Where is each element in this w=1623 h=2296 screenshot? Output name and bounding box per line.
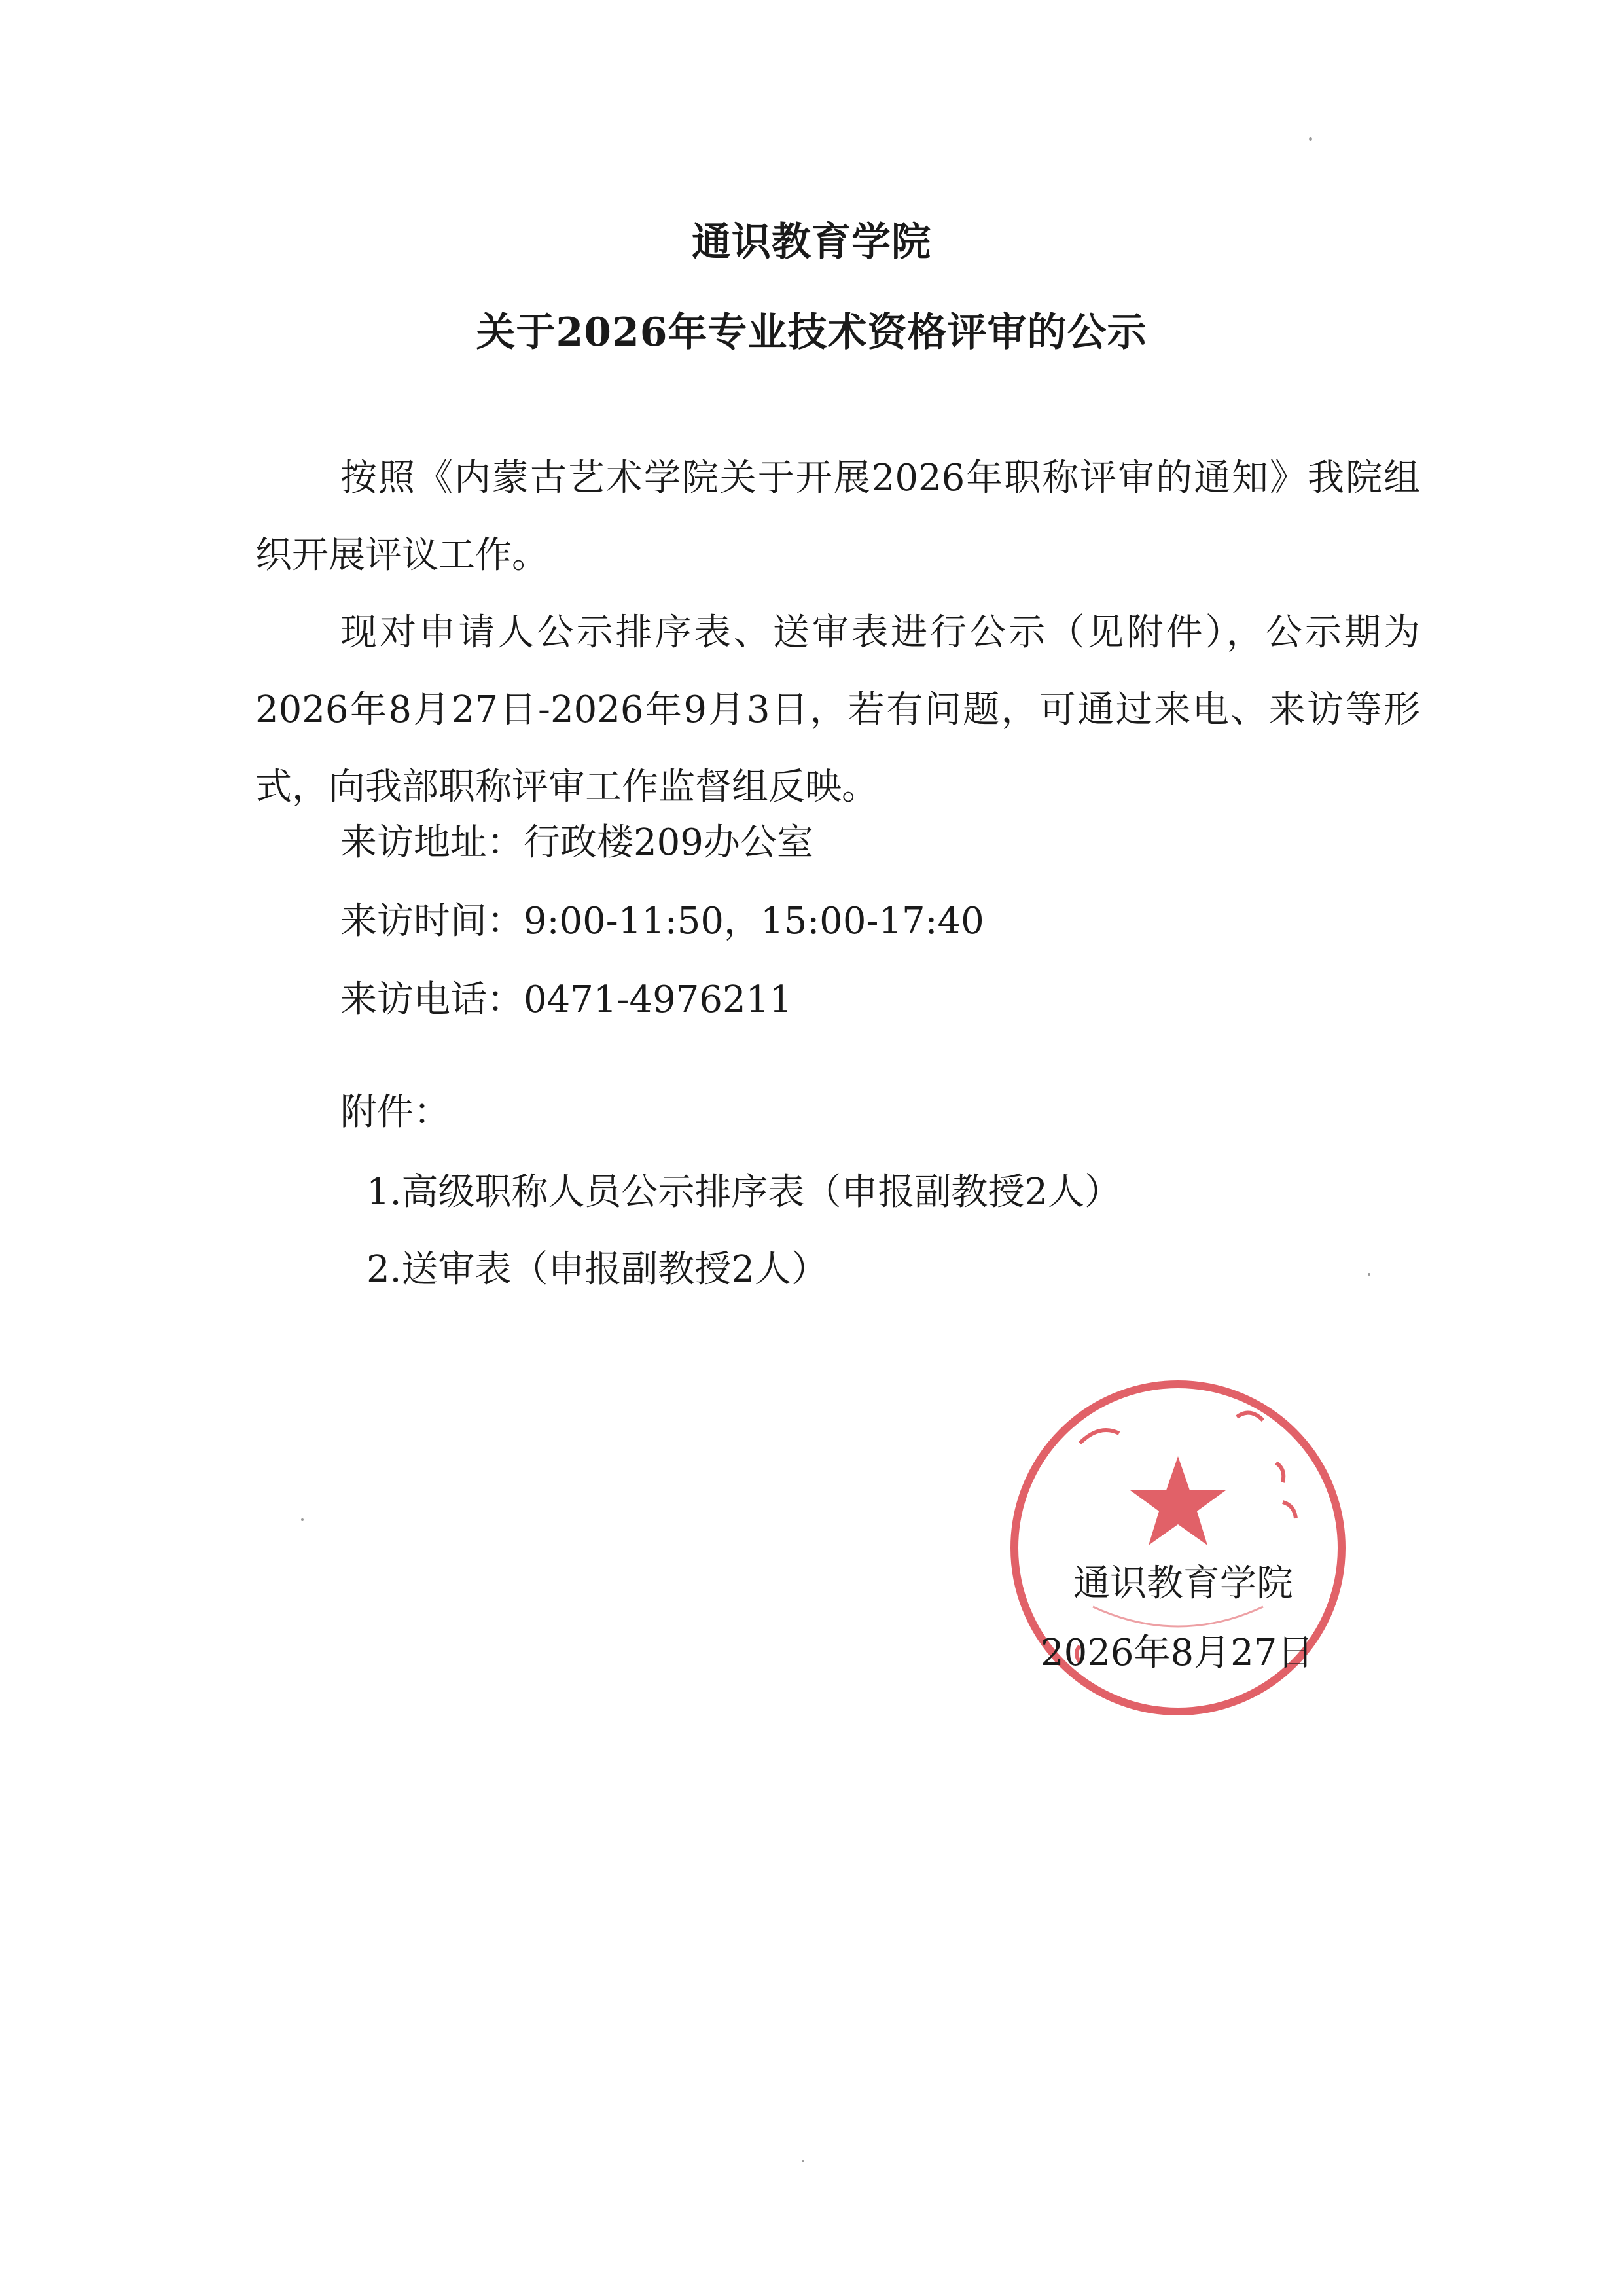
scan-speck: [1309, 137, 1312, 141]
document-institution: 通识教育学院: [692, 219, 931, 265]
body-paragraph-1: 按照《内蒙古艺术学院关于开展2026年职称评审的通知》我院组织开展评议工作。: [255, 457, 1420, 577]
attachments-heading: 附件：: [340, 1091, 450, 1134]
body-paragraph-2: 现对申请人公示排序表、送审表进行公示（见附件），公示期为2026年8月27日-2026年9月3日，若有问题，可通过来电、来访等形式，向我部职称评审工作监督组反映。: [255, 611, 1420, 808]
scan-speck: [301, 1518, 304, 1521]
visit-time: 来访时间：9:00-11:50，15:00-17:40: [340, 900, 984, 942]
scan-speck: [802, 2160, 804, 2162]
attachment-item-2: 2.送审表（申报副教授2人）: [366, 1248, 829, 1291]
document-title: 关于2026年专业技术资格评审的公示: [476, 310, 1147, 355]
scan-speck: [1368, 1273, 1370, 1276]
signature-org: 通识教育学院: [1073, 1562, 1293, 1605]
star-icon: [1130, 1456, 1226, 1545]
visit-phone: 来访电话：0471-4976211: [340, 978, 793, 1021]
attachment-item-1: 1.高级职称人员公示排序表（申报副教授2人）: [366, 1171, 1122, 1213]
signature-date: 2026年8月27日: [1041, 1632, 1314, 1674]
visit-address: 来访地址：行政楼209办公室: [340, 821, 813, 864]
